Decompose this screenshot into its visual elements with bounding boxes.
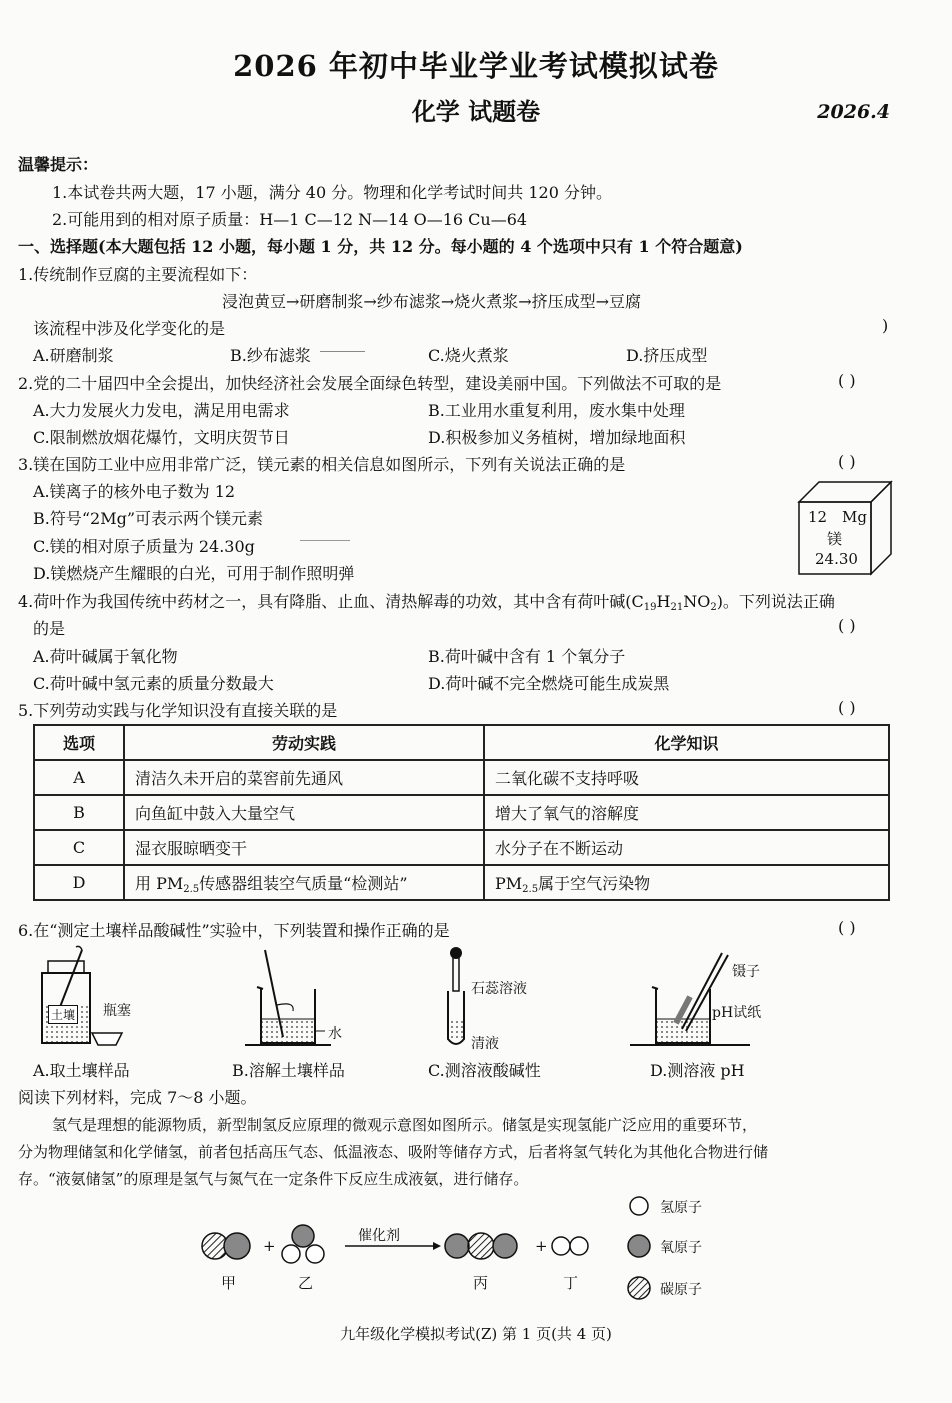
label-soil: 土壤 [48,1005,78,1024]
q2-answer-paren: ( ) [838,371,856,390]
q6-answer-paren: ( ) [838,918,856,937]
exam-date: 2026.4 [817,101,890,123]
q4-option-a: A.荷叶碱属于氧化物 [33,647,178,666]
q1-stem: 1.传统制作豆腐的主要流程如下： [18,265,258,284]
q6-option-a: A.取土壤样品 [33,1061,130,1080]
table-row [34,760,889,795]
q6-option-c: C.测溶液酸碱性 [428,1061,541,1080]
table-cell: D [34,865,124,900]
stray-mark [320,351,365,352]
table-header: 化学知识 [484,725,889,760]
exam-subtitle: 化学 试题卷 [411,97,541,126]
stray-mark [300,540,350,541]
q6-option-b: B.溶解土壤样品 [232,1061,345,1080]
label-water: 水 [328,1026,342,1042]
legend-oxygen: 氧原子 [660,1240,702,1256]
q1-answer-paren: ) [882,316,889,335]
mg-name: 镁 [827,530,843,548]
mg-atomic-mass: 24.30 [815,550,858,568]
q4-answer-paren: ( ) [838,616,856,635]
q3-option-b: B.符号“2Mg”可表示两个镁元素 [33,509,264,528]
reading-paragraph-line: 氢气是理想的能源物质，新型制氢反应原理的微观示意图如图所示。储氢是实现氢能广泛应用的重要环节， [52,1116,758,1134]
table-cell: 清洁久未开启的菜窖前先通风 [124,760,484,795]
table-header: 选项 [34,725,124,760]
q5-table [33,724,890,901]
label-yi: 乙 [298,1274,314,1292]
label-ph-paper: pH试纸 [712,1005,762,1021]
plus-sign: + [263,1237,276,1255]
mg-atomic-number: 12 [808,508,828,526]
q6-option-d: D.测溶液 pH [650,1061,745,1080]
q1-option-b: B.纱布滤浆 [230,346,311,365]
section-1-heading: 一、选择题(本大题包括 12 小题，每小题 1 分，共 12 分。每小题的 4 个选项中只有 1 个符合题意) [18,237,743,256]
reading-intro: 阅读下列材料，完成 7～8 小题。 [18,1088,257,1107]
q1-option-c: C.烧火煮浆 [428,346,509,365]
reading-paragraph-line: 分为物理储氢和化学储氢，前者包括高压气态、低温液态、吸附等储存方式，后者将氢气转化为其他化合物进行储 [18,1143,769,1161]
q2-option-b: B.工业用水重复利用，废水集中处理 [428,401,685,420]
q3-option-d: D.镁燃烧产生耀眼的白光，可用于制作照明弹 [33,564,355,583]
q3-option-c: C.镁的相对原子质量为 24.30g [33,537,255,556]
table-row [34,865,889,900]
exam-title: 2026 年初中毕业学业考试模拟试卷 [233,49,719,83]
q6-stem: 6.在“测定土壤样品酸碱性”实验中，下列装置和操作正确的是 [18,921,450,940]
q4-stem-cont: 的是 [33,619,66,638]
label-ding: 丁 [563,1274,579,1292]
label-litmus: 石蕊溶液 [471,981,527,997]
q4-option-d: D.荷叶碱不完全燃烧可能生成炭黑 [428,674,670,693]
table-cell: $PM_{2.5}$属于空气污染物 [484,865,889,900]
page-footer: 九年级化学模拟考试(Z) 第 1 页(共 4 页) [340,1325,612,1343]
q4-option-c: C.荷叶碱中氢元素的质量分数最大 [33,674,274,693]
q5-stem: 5.下列劳动实践与化学知识没有直接关联的是 [18,701,338,720]
q3-answer-paren: ( ) [838,452,856,471]
notice-heading: 温馨提示： [18,155,99,174]
plus-sign: + [535,1237,548,1255]
q1-option-a: A.研磨制浆 [33,346,114,365]
notice-line-2: 2.可能用到的相对原子质量：H—1 C—12 N—14 O—16 Cu—64 [52,210,528,229]
legend-carbon: 碳原子 [660,1282,702,1298]
q3-stem: 3.镁在国防工业中应用非常广泛，镁元素的相关信息如图所示，下列有关说法正确的是 [18,455,626,474]
notice-line-1: 1.本试卷共两大题，17 小题，满分 40 分。物理和化学考试时间共 120 分钟。 [52,183,612,202]
q4-stem: 4.荷叶作为我国传统中药材之一，具有降脂、止血、清热解毒的功效，其中含有荷叶碱$(C_{19}H_{21}NO_2)$。下列说法正确 [18,592,835,613]
q3-option-a: A.镁离子的核外电子数为 12 [33,482,236,501]
table-cell: 二氧化碳不支持呼吸 [484,760,889,795]
q4-option-b: B.荷叶碱中含有 1 个氧分子 [428,647,626,666]
table-row [34,830,889,865]
q2-option-d: D.积极参加义务植树，增加绿地面积 [428,428,686,447]
table-cell: 增大了氧气的溶解度 [484,795,889,830]
table-cell: A [34,760,124,795]
q1-ask: 该流程中涉及化学变化的是 [33,319,226,338]
q1-option-d: D.挤压成型 [626,346,708,365]
label-bing: 丙 [473,1274,489,1292]
q1-flow: 浸泡黄豆→研磨制浆→纱布滤浆→烧火煮浆→挤压成型→豆腐 [222,292,642,311]
q2-option-a: A.大力发展火力发电，满足用电需求 [33,401,290,420]
mg-symbol: Mg [842,508,867,526]
label-stopper: 瓶塞 [103,1003,131,1019]
table-header: 劳动实践 [124,725,484,760]
table-cell: 向鱼缸中鼓入大量空气 [124,795,484,830]
label-clear-liquid: 清液 [471,1036,499,1052]
table-row [34,795,889,830]
label-jia: 甲 [221,1274,237,1292]
table-header-row [34,725,889,760]
table-cell: C [34,830,124,865]
table-cell: B [34,795,124,830]
legend-hydrogen: 氢原子 [660,1200,702,1216]
table-cell: 湿衣服晾晒变干 [124,830,484,865]
q2-option-c: C.限制燃放烟花爆竹，文明庆贺节日 [33,428,290,447]
q5-answer-paren: ( ) [838,698,856,717]
label-tweezers: 镊子 [732,964,760,980]
table-cell: 水分子在不断运动 [484,830,889,865]
table-cell: 用 $PM_{2.5}$传感器组装空气质量“检测站” [124,865,484,900]
q2-stem: 2.党的二十届四中全会提出，加快经济社会发展全面绿色转型，建设美丽中国。下列做法不可取的是 [18,374,722,393]
catalyst-label: 催化剂 [358,1228,400,1244]
figure-a-soil-sampling [30,945,150,1055]
reading-paragraph-line: 存。“液氨储氢”的原理是氢气与氮气在一定条件下反应生成液氨，进行储存。 [18,1170,529,1188]
